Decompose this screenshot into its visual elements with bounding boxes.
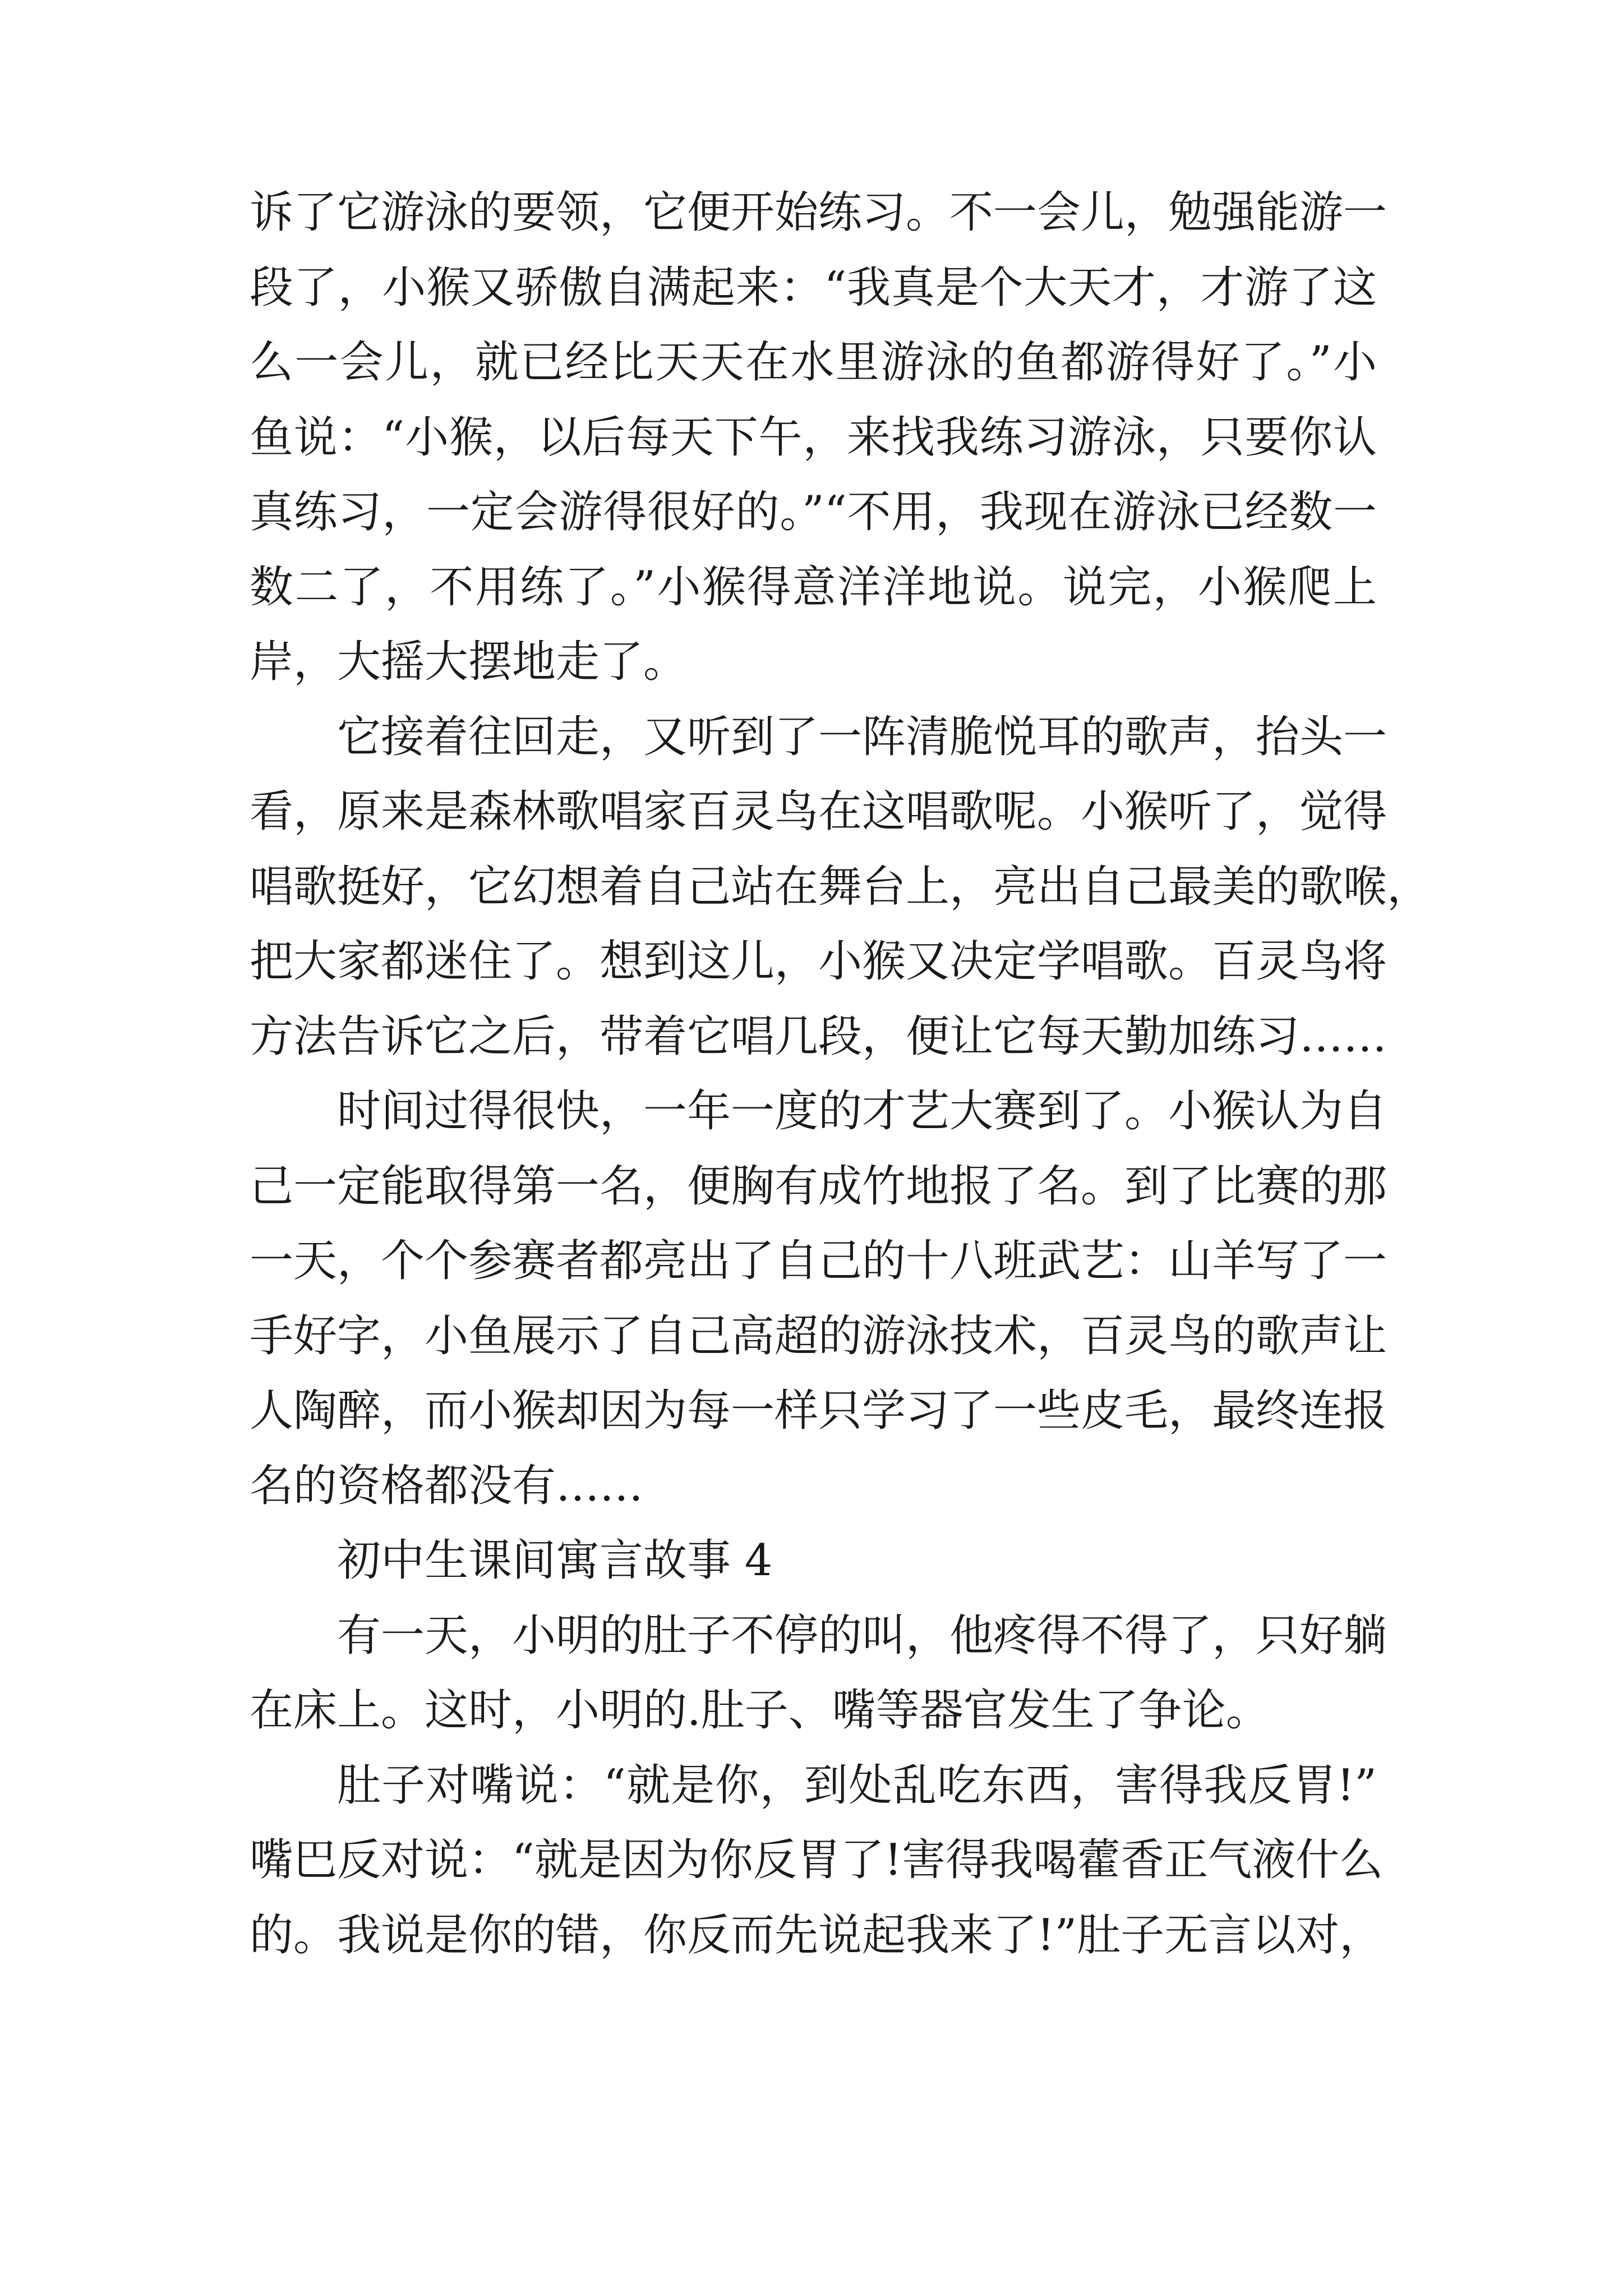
text-line: 唱歌挺好，它幻想着自己站在舞台上，亮出自己最美的歌喉， xyxy=(250,861,1431,912)
document-body xyxy=(250,187,1431,1988)
text-line: 嘴巴反对说：“就是因为你反胃了!害得我喝藿香正气液什么 xyxy=(250,1835,1384,1885)
text-line: 段了，小猴又骄傲自满起来：“我真是个大天才，才游了这 xyxy=(250,262,1377,313)
text-line: 在床上。这时，小明的.肚子、嘴等器官发生了争论。 xyxy=(250,1685,1270,1736)
text-line: 么一会儿，就已经比天天在水里游泳的鱼都游得好了。”小 xyxy=(250,337,1377,388)
text-line: 的。我说是你的错，你反而先说起我来了!”肚子无言以对， xyxy=(250,1910,1384,1961)
text-line: 初中生课间寓言故事 4 xyxy=(337,1535,773,1586)
text-line: 时间过得很快，一年一度的才艺大赛到了。小猴认为自 xyxy=(337,1086,1387,1137)
text-line: 数二了，不用练了。”小猴得意洋洋地说。说完，小猴爬上 xyxy=(250,562,1377,613)
text-line: 真练习，一定会游得很好的。”“不用，我现在游泳已经数一 xyxy=(250,487,1377,537)
text-line: 诉了它游泳的要领，它便开始练习。不一会儿，勉强能游一 xyxy=(250,187,1387,238)
text-line: 一天，个个参赛者都亮出了自己的十八班武艺：山羊写了一 xyxy=(250,1236,1387,1286)
text-line: 岸，大摇大摆地走了。 xyxy=(250,637,688,687)
text-line: 名的资格都没有…… xyxy=(250,1460,644,1511)
text-line: 己一定能取得第一名，便胸有成竹地报了名。到了比赛的那 xyxy=(250,1161,1387,1212)
text-line: 有一天，小明的肚子不停的叫，他疼得不得了，只好躺 xyxy=(337,1610,1387,1661)
text-line: 手好字，小鱼展示了自己高超的游泳技术，百灵鸟的歌声让 xyxy=(250,1310,1387,1361)
text-line: 肚子对嘴说：“就是你，到处乱吃东西，害得我反胃!” xyxy=(337,1760,1377,1811)
text-line: 人陶醉，而小猴却因为每一样只学习了一些皮毛，最终连报 xyxy=(250,1386,1387,1436)
text-line: 把大家都迷住了。想到这儿，小猴又决定学唱歌。百灵鸟将 xyxy=(250,936,1387,987)
text-line: 它接着往回走，又听到了一阵清脆悦耳的歌声，抬头一 xyxy=(337,711,1387,762)
text-line: 方法告诉它之后，带着它唱几段，便让它每天勤加练习…… xyxy=(250,1011,1387,1062)
text-line: 鱼说：“小猴，以后每天下午，来找我练习游泳，只要你认 xyxy=(250,412,1377,463)
text-line: 看，原来是森林歌唱家百灵鸟在这唱歌呢。小猴听了，觉得 xyxy=(250,786,1387,837)
